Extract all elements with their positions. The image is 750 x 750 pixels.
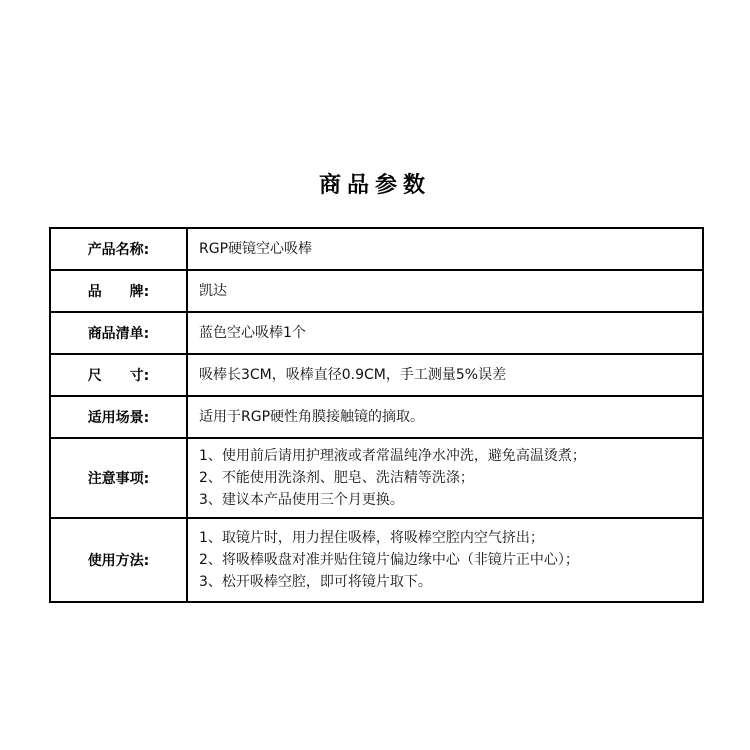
value-line: 3、松开吸棒空腔，即可将镜片取下。: [199, 574, 432, 590]
row-label: 注意事项:: [50, 438, 187, 518]
row-label: 尺 寸:: [50, 354, 187, 396]
table-row: [50, 396, 703, 438]
value-line: 吸棒长3CM，吸棒直径0.9CM，手工测量5%误差: [199, 367, 507, 383]
page-title: 商品参数: [318, 173, 431, 198]
value-line: 适用于RGP硬性角膜接触镜的摘取。: [199, 409, 425, 425]
table-row: [50, 228, 703, 270]
table-row: [50, 438, 703, 518]
table-row: [50, 312, 703, 354]
table-row: [50, 354, 703, 396]
table-row: [50, 270, 703, 312]
value-line: 1、取镜片时，用力捏住吸棒，将吸棒空腔内空气挤出；: [199, 530, 544, 546]
row-value: [187, 438, 703, 518]
value-line: 3、建议本产品使用三个月更换。: [199, 492, 404, 508]
value-line: 凯达: [199, 283, 227, 299]
row-label: 商品清单:: [50, 312, 187, 354]
row-value: [187, 354, 703, 396]
row-label: 产品名称:: [50, 228, 187, 270]
table-row: [50, 518, 703, 602]
spec-table: [49, 227, 704, 603]
value-line: 2、不能使用洗涤剂、肥皂、洗洁精等洗涤；: [199, 470, 474, 486]
value-line: RGP硬镜空心吸棒: [199, 241, 313, 257]
value-line: 1、使用前后请用护理液或者常温纯净水冲洗，避免高温烫煮；: [199, 448, 586, 464]
row-value: [187, 518, 703, 602]
row-value: [187, 312, 703, 354]
row-value: [187, 228, 703, 270]
value-line: 2、将吸棒吸盘对准并贴住镜片偏边缘中心（非镜片正中心）；: [199, 552, 579, 568]
row-label: 适用场景:: [50, 396, 187, 438]
row-label: 使用方法:: [50, 518, 187, 602]
row-value: [187, 396, 703, 438]
value-line: 蓝色空心吸棒1个: [199, 325, 306, 341]
row-label: 品 牌:: [50, 270, 187, 312]
row-value: [187, 270, 703, 312]
